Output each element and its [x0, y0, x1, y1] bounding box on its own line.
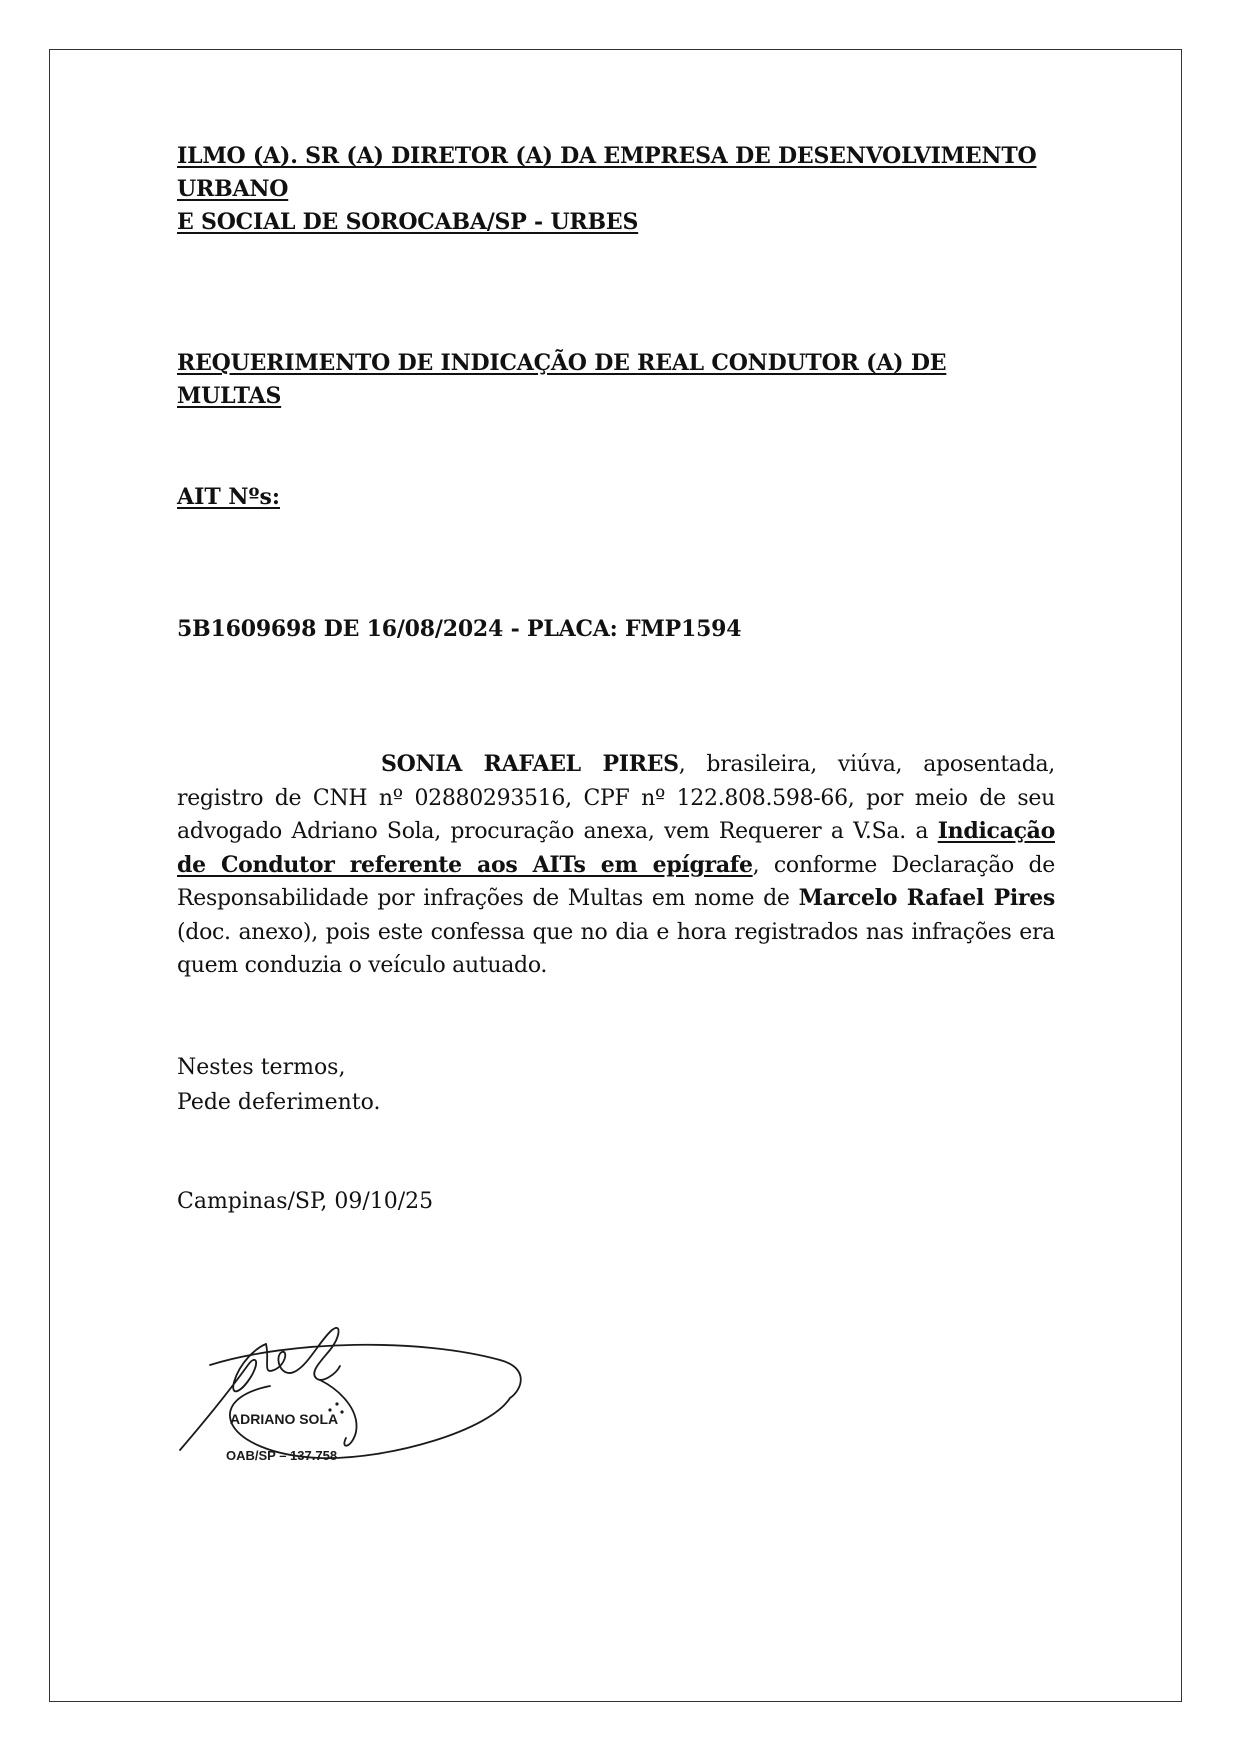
addressee-line-2: E SOCIAL DE SOROCABA/SP - URBES — [177, 209, 639, 235]
stamp-oab: OAB/SP – 137.758 — [226, 1448, 338, 1463]
stamp-name: ADRIANO SOLA — [230, 1411, 339, 1427]
driver-name: Marcelo Rafael Pires — [798, 885, 1055, 911]
closing-line-2: Pede deferimento. — [177, 1090, 381, 1115]
body-text-1: , brasileira, viúva, aposentada, registro de CNH nº 02880293516, CPF nº 122.808.598-66, por meio de seu advogado Adriano Sola, procuração anexa, vem Requerer a V.Sa. a — [177, 752, 1055, 844]
body-text-3: (doc. anexo), pois este confessa que no dia e hora registrados nas infrações era quem conduzia o veículo autuado. — [177, 919, 1055, 978]
signature-stamp — [170, 1320, 540, 1490]
ait-label: AIT Nºs: — [177, 484, 281, 510]
addressee-line-1: ILMO (A). SR (A) DIRETOR (A) DA EMPRESA DE DESENVOLVIMENTO URBANO — [177, 143, 1037, 202]
signature-stroke — [180, 1344, 266, 1450]
body-text-2: , conforme Declaração de Responsabilidade por infrações de Multas em nome de — [177, 852, 1056, 911]
place-date: Campinas/SP, 09/10/25 — [177, 1189, 434, 1214]
ait-entry: 5B1609698 DE 16/08/2024 - PLACA: FMP1594 — [177, 616, 742, 642]
body-paragraph — [177, 748, 1055, 983]
closing-line-1: Nestes termos, — [177, 1055, 346, 1080]
closing — [177, 1050, 1055, 1120]
document-title: REQUERIMENTO DE INDICAÇÃO DE REAL CONDUTOR (A) DE MULTAS — [177, 350, 947, 409]
highlight-text: Indicação de Condutor referente aos AITs em epígrafe — [177, 818, 1055, 878]
requester-name: SONIA RAFAEL PIRES — [381, 751, 679, 777]
addressee-heading — [177, 140, 1055, 239]
signature-stroke — [266, 1328, 340, 1380]
